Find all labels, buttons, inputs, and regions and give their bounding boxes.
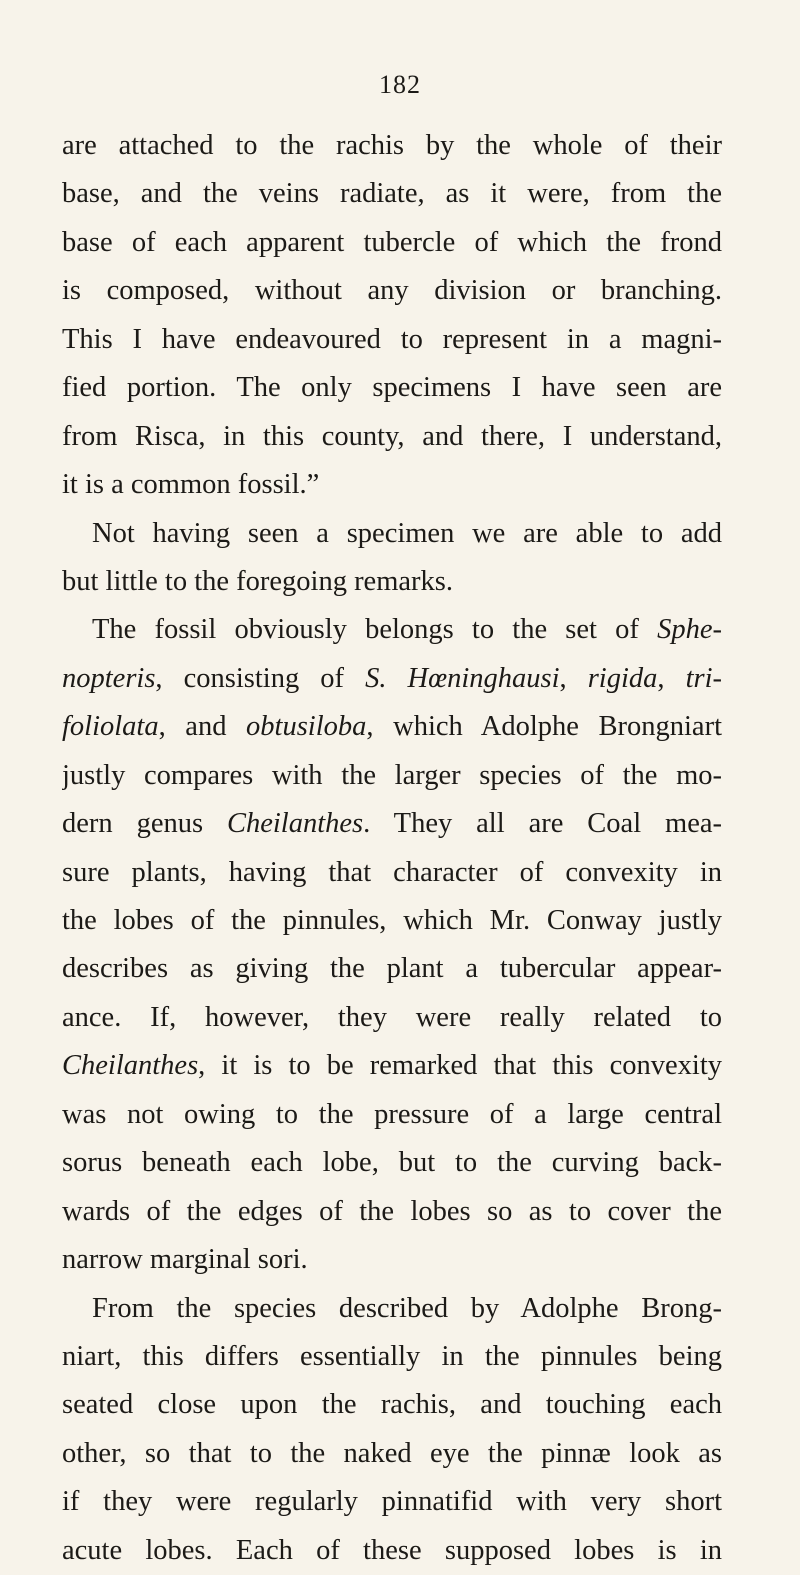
text-segment: was not owing to the pressure of a large central: [62, 1098, 722, 1130]
text-segment: other, so that to the naked eye the pinnæ look as: [62, 1437, 722, 1469]
text-segment: , consisting of: [155, 662, 366, 694]
text-segment: fied portion. The only specimens I have seen are: [62, 372, 722, 404]
text-line: [62, 703, 722, 751]
text-segment: narrow marginal sori.: [62, 1244, 308, 1276]
text-segment: , it is to be remarked that this convexity: [198, 1050, 722, 1082]
text-segment: From the species described by Adolphe Brong-: [92, 1292, 722, 1324]
text-line: [62, 1478, 722, 1526]
text-segment: is composed, without any division or branching.: [62, 275, 722, 307]
text-line: [62, 1236, 722, 1284]
text-segment: . They all are Coal mea-: [363, 808, 722, 840]
text-line: [62, 413, 722, 461]
italic-text-segment: obtusiloba: [246, 711, 367, 743]
text-line: [62, 316, 722, 364]
italic-text-segment: Cheilanthes: [226, 808, 364, 840]
text-segment: ,: [657, 662, 686, 694]
text-segment: Not having seen a specimen we are able to add: [92, 517, 722, 549]
text-line: [62, 1139, 722, 1187]
text-line: [62, 510, 722, 558]
italic-text-segment: tri-: [685, 662, 722, 694]
text-segment: the lobes of the pinnules, which Mr. Conway justly: [62, 905, 722, 936]
text-line: [62, 219, 722, 267]
text-line: [62, 897, 722, 945]
text-line: [62, 1527, 722, 1575]
page-number: 182: [379, 70, 421, 99]
text-line: [62, 1042, 722, 1090]
text-segment: niart, this differs essentially in the pinnules being: [62, 1340, 722, 1372]
text-line: [62, 364, 722, 412]
italic-text-segment: foliolata: [62, 711, 159, 743]
text-segment: dern genus: [62, 808, 227, 840]
text-segment: justly compares with the larger species of the mo-: [62, 759, 722, 791]
text-segment: The fossil obviously belongs to the set of: [92, 614, 658, 646]
text-line: [62, 558, 722, 606]
text-segment: , and: [158, 711, 247, 743]
text-line: [62, 752, 722, 800]
italic-text-segment: nopteris: [62, 662, 156, 694]
text-segment: ,: [559, 662, 588, 694]
text-line: [62, 122, 722, 170]
text-segment: if they were regularly pinnatifid with very short: [62, 1486, 722, 1518]
text-segment: base of each apparent tubercle of which the frond: [62, 226, 722, 258]
text-line: [62, 1188, 722, 1236]
text-line: [62, 1285, 722, 1333]
text-segment: are attached to the rachis by the whole of their: [62, 130, 722, 161]
text-line: [62, 461, 722, 509]
text-line: [62, 945, 722, 993]
text-line: [62, 1333, 722, 1381]
text-segment: ance. If, however, they were really related to: [62, 1001, 722, 1033]
text-segment: but little to the foregoing remarks.: [62, 565, 453, 597]
italic-text-segment: Sphe-: [657, 614, 722, 646]
text-line: [62, 170, 722, 218]
italic-text-segment: rigida: [587, 662, 658, 694]
text-line: [62, 1091, 722, 1139]
text-line: [62, 1381, 722, 1429]
text-segment: base, and the veins radiate, as it were, from the: [62, 178, 722, 210]
text-line: [62, 849, 722, 897]
text-line: [62, 606, 722, 654]
body-text: [62, 122, 722, 1575]
text-segment: wards of the edges of the lobes so as to cover the: [62, 1195, 722, 1227]
text-segment: sure plants, having that character of convexity in: [62, 856, 722, 888]
text-segment: seated close upon the rachis, and touching each: [62, 1389, 722, 1421]
italic-text-segment: S. Hœninghausi: [365, 662, 560, 694]
text-segment: acute lobes. Each of these supposed lobes is in: [62, 1534, 722, 1566]
text-line: [62, 800, 722, 848]
text-segment: it is a common fossil.”: [62, 469, 320, 501]
text-segment: describes as giving the plant a tubercular appear-: [62, 953, 722, 985]
text-line: [62, 655, 722, 703]
text-segment: from Risca, in this county, and there, I understand,: [62, 420, 722, 452]
text-line: [62, 1430, 722, 1478]
text-line: [62, 267, 722, 315]
text-segment: sorus beneath each lobe, but to the curving back-: [62, 1147, 722, 1179]
text-line: [62, 994, 722, 1042]
text-segment: , which Adolphe Brongniart: [366, 711, 722, 743]
text-segment: This I have endeavoured to represent in a magni-: [62, 323, 722, 355]
italic-text-segment: Cheilanthes: [62, 1050, 199, 1082]
